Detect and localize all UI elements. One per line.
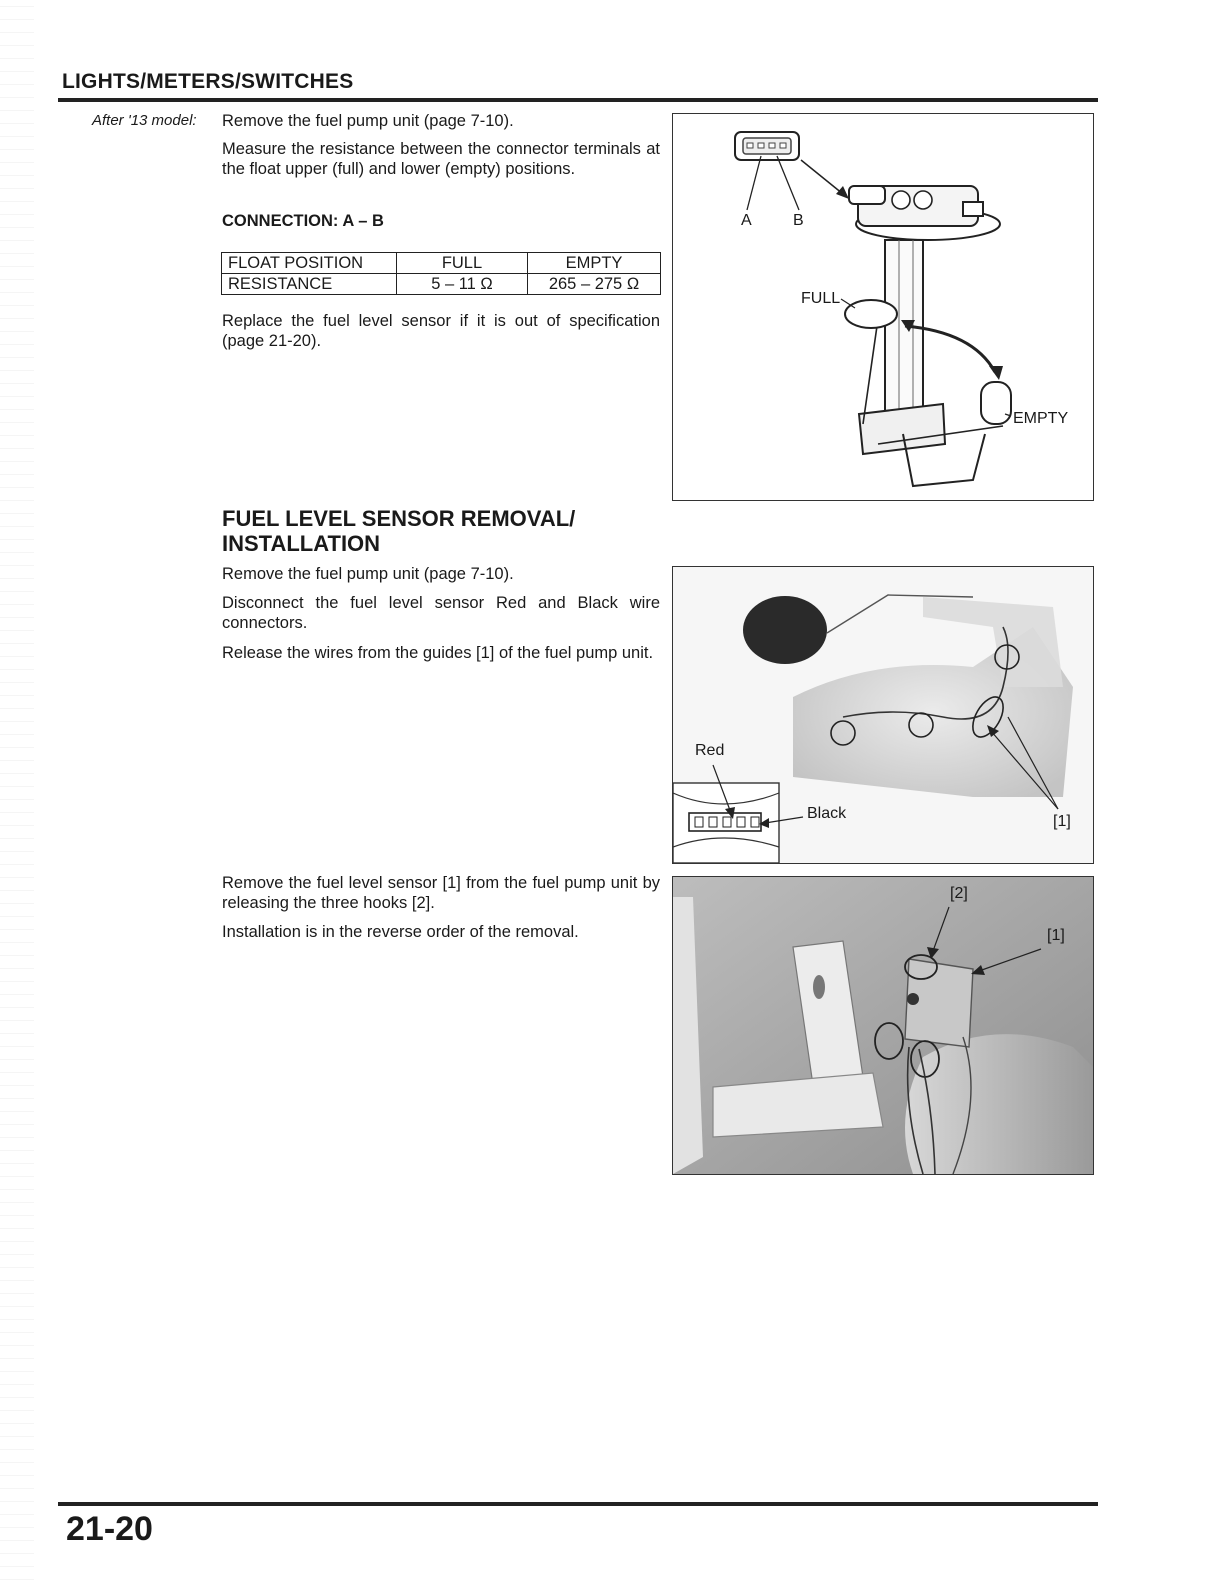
section-title [222,506,575,556]
label-sensor: [1] [1047,927,1065,944]
label-terminal-b: B [793,212,804,229]
removal-step-5: Installation is in the reverse order of the removal. [222,923,579,941]
page-number: 21-20 [66,1510,153,1548]
figure-wire-connectors [672,566,1094,864]
wire-photo-illustration [673,567,1093,863]
resistance-table [221,252,661,295]
label-black-wire: Black [807,805,847,822]
table-header-cell: EMPTY [528,253,661,274]
label-red-wire: Red [695,742,725,759]
figure-fuel-pump-float [672,113,1094,501]
removal-step-4: Remove the fuel level sensor [1] from the fuel pump unit by releasing the three hooks [2]. [222,874,660,912]
inspection-step-replace: Replace the fuel level sensor if it is out of specification (page 21-20). [222,312,660,350]
label-full: FULL [801,290,841,307]
sensor-photo-illustration [673,877,1093,1174]
table-header-cell: FLOAT POSITION [222,253,397,274]
label-terminal-a: A [741,212,752,229]
section-title-line1: FUEL LEVEL SENSOR REMOVAL/ [222,506,576,531]
scan-edge [0,0,34,1584]
label-empty: EMPTY [1013,410,1069,427]
label-hooks: [2] [950,885,968,902]
figure-sensor-hooks [672,876,1094,1175]
inspection-step-remove: Remove the fuel pump unit (page 7-10). [222,112,514,130]
section-title-line2: INSTALLATION [222,531,381,556]
footer-rule [58,1502,1098,1506]
table-header-cell: FULL [397,253,528,274]
removal-step-2: Disconnect the fuel level sensor Red and Black wire connectors. [222,594,660,632]
header-rule [58,98,1098,102]
inspection-step-measure: Measure the resistance between the connector terminals at the float upper (full) and lower (empty) positions. [222,140,660,178]
table-row [222,274,661,295]
table-cell: RESISTANCE [222,274,397,295]
page-header-title: LIGHTS/METERS/SWITCHES [62,70,354,93]
table-cell: 5 – 11 Ω [397,274,528,295]
side-note-model: After '13 model: [92,112,197,129]
connection-label: CONNECTION: A – B [222,212,384,230]
label-guides: [1] [1053,813,1071,830]
fuel-pump-diagram [673,114,1093,500]
table-cell: 265 – 275 Ω [528,274,661,295]
removal-step-1: Remove the fuel pump unit (page 7-10). [222,565,514,583]
table-row [222,253,661,274]
removal-step-3: Release the wires from the guides [1] of the fuel pump unit. [222,644,654,662]
